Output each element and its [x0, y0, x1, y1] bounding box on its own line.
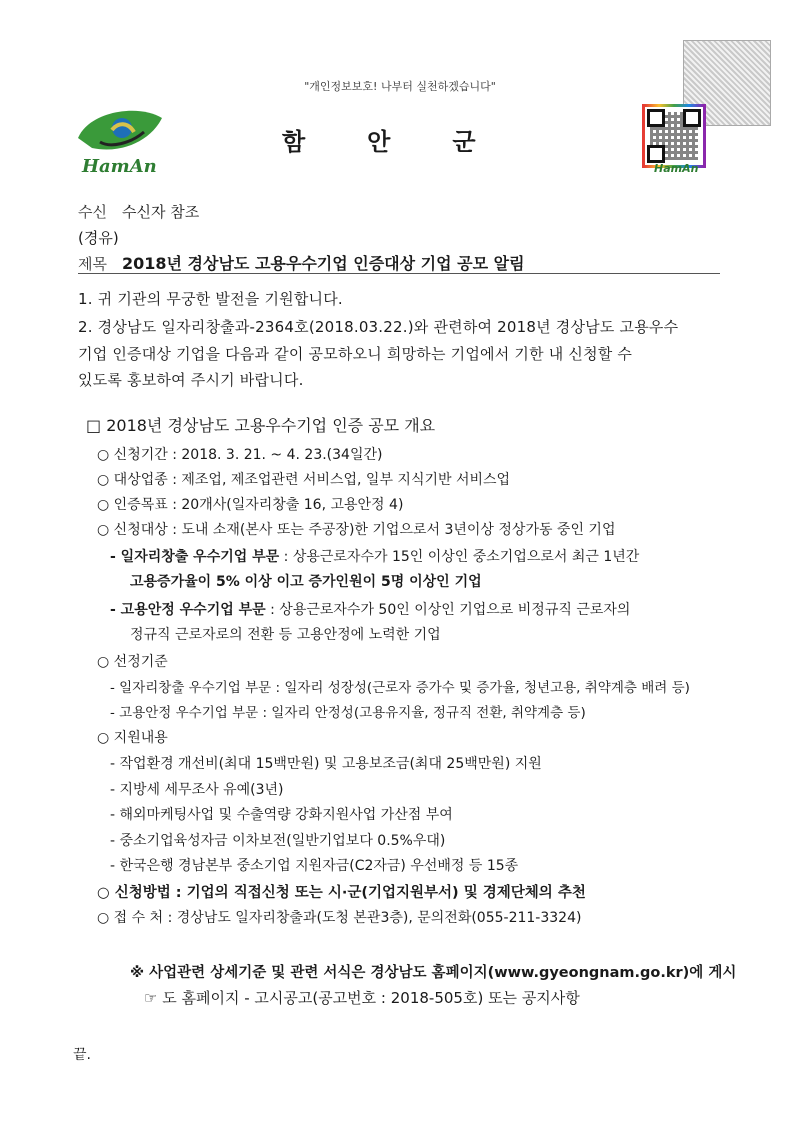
qr-brand-text: HamAn [654, 162, 699, 175]
section-heading: □ 2018년 경상남도 고용우수기업 인증 공모 개요 [86, 416, 436, 435]
note-homepage: ☞ 도 홈페이지 - 고시공고(공고번호 : 2018-505호) 또는 공지사항 [144, 989, 580, 1007]
svg-text:HamAn: HamAn [82, 156, 157, 177]
item-industry: ○ 대상업종 : 제조업, 제조업관련 서비스업, 일부 지식기반 서비스업 [97, 472, 511, 488]
body-line-2c: 있도록 홍보하여 주시기 바랍니다. [78, 371, 304, 389]
via-row [78, 227, 119, 248]
haman-logo [70, 98, 170, 178]
note-detail: ※ 사업관련 상세기준 및 관련 서식은 경상남도 홈페이지(www.gyeongnam.go.kr)에 게시 [130, 965, 737, 981]
support-item: - 중소기업육성자금 이차보전(일반기업보다 0.5%우대) [110, 833, 446, 849]
slogan: "개인정보보호! 나부터 실천하겠습니다" [304, 80, 496, 93]
body-line-1: 1. 귀 기관의 무궁한 발전을 기원합니다. [78, 290, 343, 308]
stability-category [110, 599, 630, 619]
job-category-title: - 일자리창출 우수기업 부문 [110, 549, 280, 565]
job-category-line2: 고용증가율이 5% 이상 이고 증가인원이 5명 이상인 기업 [130, 574, 482, 590]
subject-value: 2018년 경상남도 고용우수기업 인증대상 기업 공모 알림 [122, 254, 525, 273]
end-mark: 끝. [73, 1047, 91, 1063]
stability-category-desc: : 상용근로자수가 50인 이상인 기업으로 비정규직 근로자의 [265, 602, 631, 618]
item-target: ○ 인증목표 : 20개사(일자리창출 16, 고용안정 4) [97, 497, 404, 513]
job-category [110, 546, 639, 566]
criteria-job: - 일자리창출 우수기업 부문 : 일자리 성장성(근로자 증가수 및 증가율, 청년고용, 취약계층 배려 등) [110, 680, 690, 696]
job-category-desc: : 상용근로자수가 15인 이상인 중소기업으로서 최근 1년간 [279, 549, 640, 565]
leaf-logo-icon [70, 98, 170, 178]
subject-divider [78, 273, 720, 274]
stability-category-line2: 정규직 근로자로의 전환 등 고용안정에 노력한 기업 [130, 627, 441, 643]
body-line-2a: 2. 경상남도 일자리창출과-2364호(2018.03.22.)와 관련하여 2018년 경상남도 고용우수 [78, 318, 679, 336]
body-line-2b: 기업 인증대상 기업을 다음과 같이 공모하오니 희망하는 기업에서 기한 내 신청할 수 [78, 345, 633, 363]
org-name: 함안군 [282, 128, 538, 156]
item-period: ○ 신청기간 : 2018. 3. 21. ~ 4. 23.(34일간) [97, 447, 383, 463]
item-support: ○ 지원내용 [97, 730, 168, 746]
recipient-value: 수신자 참조 [122, 203, 200, 221]
criteria-stability: - 고용안정 우수기업 부문 : 일자리 안정성(고용유지율, 정규직 전환, 취약계층 등) [110, 705, 586, 721]
recipient-row [78, 201, 199, 222]
via-label: (경유) [78, 229, 119, 247]
qr-code-icon [642, 104, 706, 168]
subject-row [78, 251, 525, 274]
subject-label: 제목 [78, 255, 107, 273]
item-method: ○ 신청방법 : 기업의 직접신청 또는 시·군(기업지원부서) 및 경제단체의 추천 [97, 885, 586, 901]
stability-category-title: - 고용안정 우수기업 부문 [110, 602, 266, 618]
recipient-label: 수신 [78, 203, 107, 221]
support-item: - 해외마케팅사업 및 수출역량 강화지원사업 가산점 부여 [110, 807, 453, 823]
support-item: - 지방세 세무조사 유예(3년) [110, 782, 284, 798]
item-contact: ○ 접 수 처 : 경상남도 일자리창출과(도청 본관3층), 문의전화(055-211-3324) [97, 910, 582, 926]
item-criteria: ○ 선정기준 [97, 654, 168, 670]
support-item: - 한국은행 경남본부 중소기업 지원자금(C2자금) 우선배정 등 15종 [110, 858, 519, 874]
item-eligibility: ○ 신청대상 : 도내 소재(본사 또는 주공장)한 기업으로서 3년이상 정상가동 중인 기업 [97, 522, 616, 538]
support-item: - 작업환경 개선비(최대 15백만원) 및 고용보조금(최대 25백만원) 지원 [110, 756, 542, 772]
